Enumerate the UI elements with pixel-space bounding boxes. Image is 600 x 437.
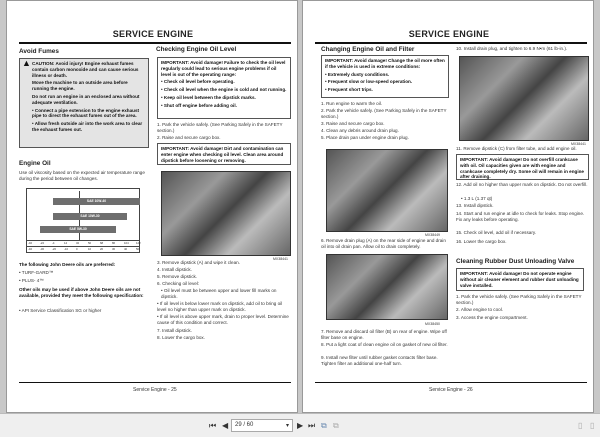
tick-label: 122 [136,241,141,245]
step: 3. Raise and secure cargo box. [321,121,385,126]
caution-text: Do not run an engine in an enclosed area without adequate ventilation. [32,93,140,105]
avoid-fumes-title: Avoid Fumes [19,48,59,55]
step: 1. Park the vehicle safely. (See Parking Safely in the SAFETY section.) [456,294,582,305]
single-page-icon[interactable]: ▯ [578,421,583,430]
two-page-view-icon[interactable]: ⧉ [321,421,327,430]
oil-viscosity-chart [26,188,140,253]
caution-text: • Allow fresh outside air into the work area to clear the exhaust fumes out. [32,121,143,132]
bar-10w30: SAE 10W-30 [53,213,127,220]
image-caption: MX38441 [571,142,586,146]
sub-step: • Oil level must be between upper and lower fill marks on dipstick. [161,288,277,299]
step: 6. Checking oil level: [157,281,200,286]
tick-label: 30 [112,247,116,251]
tick-label: -10 [64,247,69,251]
page-header: SERVICE ENGINE [408,29,490,39]
tick-label: 68 [100,241,104,245]
tick-label: -30 [40,247,45,251]
image-caption: MX38450 [425,322,440,326]
oil-item: • TURF-GARD™ [19,270,54,275]
page-number-value: 29 / 60 [235,422,254,428]
step: 13. Install dipstick. [456,203,494,208]
step: 3. Remove dipstick (A) and wipe it clean. [157,260,240,265]
step: 4. Install dipstick. [157,267,192,272]
step: 9. Install new filter until rubber gasket contacts filter base. Tighten filter an additional one-half turn. [321,355,438,366]
sub-step: • If oil level is below lower mark on dipstick, add oil to bring oil level no higher than upper mark on dipstick. [157,301,283,312]
important-box-3: IMPORTANT: Avoid damage! Do not operate engine without air cleaner element and rubber dust unloading valve installed. [456,268,584,291]
step: 2. Park the vehicle safely. (See Parking Safely in the SAFETY section.) [321,108,447,119]
important-box [157,57,291,119]
step: 15. Check oil level, add oil if necessary. [456,230,537,235]
step: 1. Park the vehicle safely. (See Parking Safely in the SAFETY section.) [157,122,283,133]
step: 3. Access the engine compartment. [456,315,528,320]
step: 8. Put a light coat of clean engine oil on gasket of new oil filter. [321,342,448,347]
tick-label: 104 [124,241,129,245]
tick-label: -4 [52,241,55,245]
tick-label: 0 [76,247,78,251]
step: 8. Lower the cargo box. [157,335,206,340]
important-box [321,55,449,98]
bookmark-icon[interactable]: ▯ [590,421,595,430]
other-oils-text: Other oils may be used if above John Deere oils are not available, provided they meet the following specification: [19,287,144,298]
important-text: • Extremely dusty conditions. [325,71,390,77]
cleaning-valve-title: Cleaning Rubber Dust Unloading Valve [456,258,575,265]
changing-oil-title: Changing Engine Oil and Filter [321,46,415,53]
drain-plug-photo [326,149,448,232]
left-page [6,0,298,413]
tick-label: 50 [136,247,140,251]
tick-label: 14 [64,241,68,245]
tick-label: 20 [100,247,104,251]
next-page-button[interactable]: ▶ [297,421,304,430]
step: 7. Install dipstick. [157,328,192,333]
chevron-down-icon[interactable]: ▾ [285,423,289,429]
important-text: IMPORTANT: Avoid damage! Failure to check the oil level regularly could lead to serious engine problems if oil level is out of the operating range: [161,60,286,77]
header-rule [19,42,291,44]
step: 7. Remove and discard oil filter (B) on rear of engine. Wipe off filter base on engine. [321,329,447,340]
right-page [302,0,594,413]
tick-label: -40 [28,247,33,251]
caution-box [19,58,149,148]
tick-label: -22 [40,241,45,245]
step: 1. Run engine to warm the oil. [321,101,383,106]
sub-step: • If oil level is above upper mark, drain to proper level. Determine cause of this condition and correct. [157,314,289,325]
tick-label: 50 [88,241,92,245]
oil-item: • PLUS- 4™ [19,278,44,283]
tick-label: 86 [112,241,116,245]
page-header: SERVICE ENGINE [112,29,194,39]
caution-text: CAUTION: Avoid injury! Engine exhaust fumes contain carbon monoxide and can cause serious illness or death. [32,61,139,78]
oil-capacity: • 1.3 L (1.37 qt) [461,196,493,201]
caution-text: • Connect a pipe extension to the engine exhaust pipe to direct the exhaust fumes out of the area. [32,107,140,119]
important-text: • Shut off engine before adding oil. [161,102,237,108]
pdf-toolbar [0,413,600,437]
tick-label: 40 [124,247,128,251]
step: 12. Add oil no higher than upper mark on dipstick. Do not overfill. [456,182,588,187]
first-page-button[interactable]: ⏮ [209,421,217,430]
bar-5w30: SAE 5W-30 [40,226,116,233]
tick-label: -20 [52,247,57,251]
caution-text: Move the machine to an outside area before running the engine. [32,80,128,92]
step: 10. Install drain plug, and tighten to 6.9 N•m (61 lb-in.). [456,46,568,51]
bar-10w40: SAE 10W-40 [53,198,140,205]
engine-oil-title: Engine Oil [19,160,51,167]
important-text: • Check oil level before operating. [161,79,235,85]
footer-rule [19,382,291,383]
prev-page-button[interactable]: ◀ [222,421,229,430]
important-text: • Keep oil level between the dipstick marks. [161,94,256,100]
engine-dipstick-photo [161,171,291,256]
important-box-2: IMPORTANT: Avoid damage! Dirt and contamination can enter engine when checking oil level. Clean area around dipstick before loosening or removing. [157,143,291,165]
important-text: • Check oil level when the engine is cold and not running. [161,87,287,93]
dipstick-tube-photo [459,56,589,141]
step: 6. Remove drain plug (A) on the rear side of engine and drain oil into oil drain pan. Allow oil to drain completely. [321,238,446,249]
continuous-view-icon[interactable]: ⧉ [333,421,339,430]
header-rule [315,42,587,44]
image-caption: MX38441 [273,257,288,261]
important-text: IMPORTANT: Avoid damage! Change the oil more often if the vehicle is used in extreme conditions: [325,58,445,69]
important-text: • Frequent short trips. [325,87,373,93]
page-number-input[interactable] [231,419,293,432]
page-footer: Service Engine - 26 [429,387,473,393]
tick-label: -40 [28,241,33,245]
checking-oil-title: Checking Engine Oil Level [156,46,237,53]
step: 2. Allow engine to cool. [456,307,503,312]
last-page-button[interactable]: ⏭ [308,421,316,430]
tick-label: 32 [76,241,80,245]
page-footer: Service Engine - 25 [133,387,177,393]
step: 5. Remove dipstick. [157,274,198,279]
step: 5. Place drain pan under engine drain plug. [321,135,409,140]
step: 11. Remove dipstick (C) from filter tube, and add engine oil. [456,146,577,151]
important-box-2: IMPORTANT: Avoid damage! Do not overfill crankcase with oil. Oil capacities given are with engine and crankcase completely dry. Some oil will remain in engine after draining. [456,154,589,180]
preferred-oils-heading: The following John Deere oils are preferred: [19,262,116,267]
image-caption: MX38449 [425,233,440,237]
step: 2. Raise and secure cargo box. [157,135,221,140]
warning-icon: ▲ [22,58,31,68]
step: 4. Clean any debris around drain plug. [321,128,399,133]
tick-label: 10 [88,247,92,251]
engine-oil-intro: Use oil viscosity based on the expected air temperature range during the period between oil changes. [19,170,145,181]
oil-filter-photo [326,254,448,320]
step: 14. Start and run engine at idle to check for leaks. Stop engine. Fix any leaks before operating. [456,211,585,222]
important-text: • Frequent slow or low-speed operation. [325,79,413,85]
oil-spec: • API Service Classification SG or higher [19,308,102,313]
step: 16. Lower the cargo box. [456,239,507,244]
footer-rule [315,382,587,383]
